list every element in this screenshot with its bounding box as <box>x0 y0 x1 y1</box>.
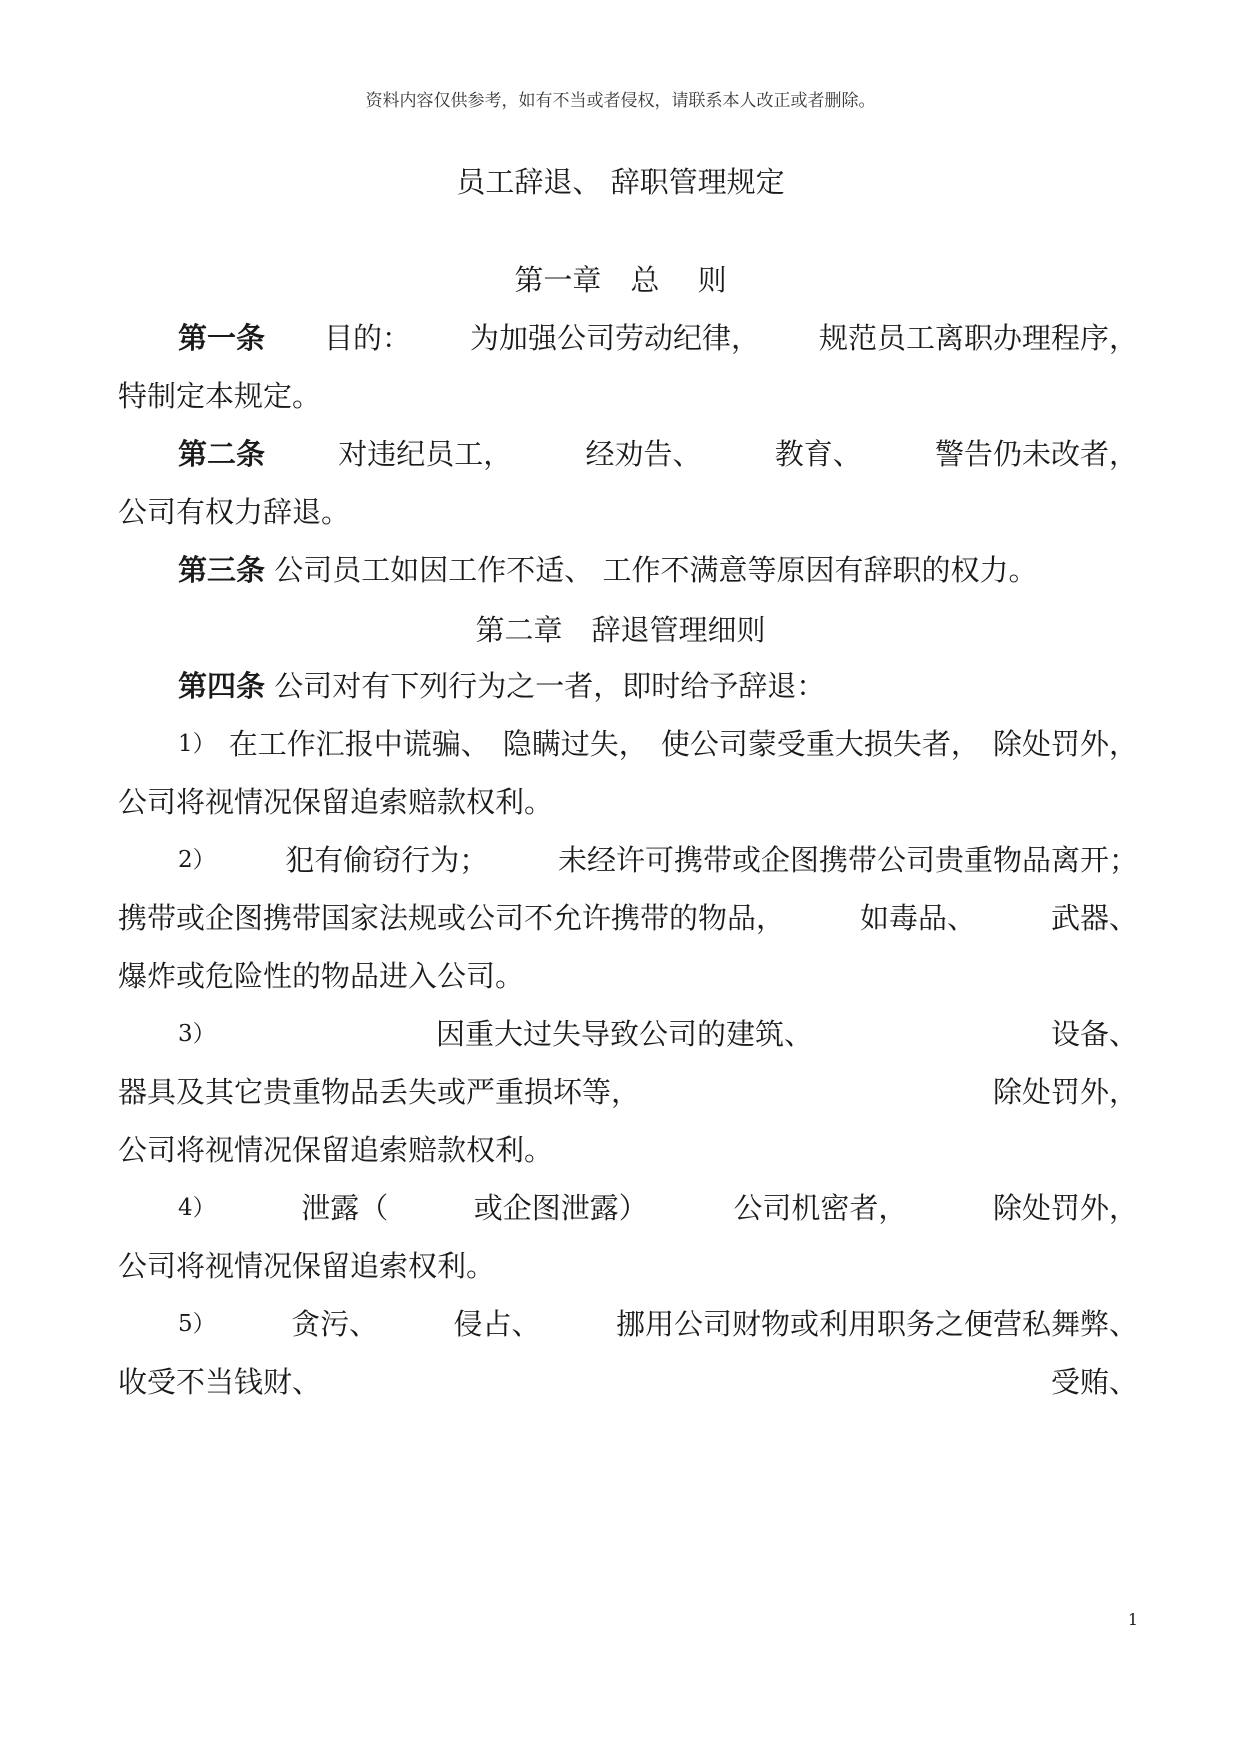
item-5-cont-part: 收受不当钱财、 <box>118 1365 322 1399</box>
item-5-number: 5） <box>178 1311 216 1337</box>
item-5-line-2 <box>118 1362 1138 1402</box>
item-1-line-1 <box>178 724 1138 764</box>
article-1-line-2: 特制定本规定。 <box>118 379 322 413</box>
article-1-line-1 <box>178 318 1138 358</box>
item-4-part: 泄露（ <box>301 1191 389 1225</box>
item-1-part: 除处罚外， <box>992 727 1138 761</box>
article-4-label: 第四条 <box>178 669 266 703</box>
item-1-part: 使公司蒙受重大损失者， <box>660 727 980 761</box>
item-3-part: 因重大过失导致公司的建筑、 <box>436 1017 814 1051</box>
item-3-cont-part: 除处罚外， <box>992 1075 1138 1109</box>
item-3-line-3: 公司将视情况保留追索赔款权利。 <box>118 1133 554 1167</box>
item-5-line-1 <box>178 1304 1138 1344</box>
item-3-cont-part: 器具及其它贵重物品丢失或严重损坏等， <box>118 1075 641 1109</box>
item-2-line-2 <box>118 898 1138 938</box>
item-3-line-2 <box>118 1072 1138 1112</box>
item-3-line-1 <box>178 1014 1138 1054</box>
item-5-part: 贪污、 <box>291 1307 379 1341</box>
article-2-line-1 <box>178 434 1138 474</box>
document-title: 员工辞退、 辞职管理规定 <box>456 165 785 199</box>
item-4-line-2: 公司将视情况保留追索权利。 <box>118 1249 496 1283</box>
item-4-part: 或企图泄露） <box>473 1191 648 1225</box>
chapter-1-heading: 第一章 总 则 <box>514 263 727 297</box>
article-1-label: 第一条 <box>178 321 266 355</box>
item-4-line-1 <box>178 1188 1138 1228</box>
article-1-part: 目的： <box>323 321 411 355</box>
item-2-cont-part: 携带或企图携带国家法规或公司不允许携带的物品， <box>118 901 786 935</box>
article-1-part: 为加强公司劳动纪律， <box>469 321 760 355</box>
item-2-line-1 <box>178 840 1138 880</box>
page-number: 1 <box>1127 1610 1138 1629</box>
item-5-part: 侵占、 <box>453 1307 541 1341</box>
article-4-text: 公司对有下列行为之一者，即时给予辞退： <box>274 669 826 703</box>
item-1-line-2: 公司将视情况保留追索赔款权利。 <box>118 785 554 819</box>
chapter-2-heading: 第二章 辞退管理细则 <box>475 613 766 647</box>
item-4-part: 公司机密者， <box>733 1191 908 1225</box>
article-2-part: 对违纪员工， <box>338 437 513 471</box>
article-3-text: 公司员工如因工作不适、 工作不满意等原因有辞职的权力。 <box>274 553 1038 587</box>
article-3-line-1 <box>178 550 1138 590</box>
item-1-number: 1） <box>178 731 216 757</box>
item-5-cont-part: 受贿、 <box>1050 1365 1138 1399</box>
item-5-part: 挪用公司财物或利用职务之便营私舞弊、 <box>615 1307 1138 1341</box>
article-2-part: 教育、 <box>774 437 862 471</box>
article-2-line-2: 公司有权力辞退。 <box>118 495 351 529</box>
item-2-line-3: 爆炸或危险性的物品进入公司。 <box>118 959 525 993</box>
article-2-part: 警告仍未改者， <box>934 437 1138 471</box>
item-4-number: 4） <box>178 1195 216 1221</box>
article-2-part: 经劝告、 <box>585 437 702 471</box>
item-2-cont-part: 武器、 <box>1050 901 1138 935</box>
item-1-part: 隐瞒过失， <box>502 727 648 761</box>
article-4-line-1 <box>178 666 1138 706</box>
item-3-number: 3） <box>178 1021 216 1047</box>
item-2-number: 2） <box>178 847 216 873</box>
article-2-label: 第二条 <box>178 437 266 471</box>
item-2-cont-part: 如毒品、 <box>859 901 976 935</box>
item-3-part: 设备、 <box>1050 1017 1138 1051</box>
item-2-part: 犯有偷窃行为； <box>285 843 489 877</box>
disclaimer: 资料内容仅供参考，如有不当或者侵权，请联系本人改正或者删除。 <box>365 91 876 111</box>
article-3-label: 第三条 <box>178 553 266 587</box>
item-1-part: 在工作汇报中谎骗、 <box>228 727 490 761</box>
item-4-part: 除处罚外， <box>992 1191 1138 1225</box>
item-2-part: 未经许可携带或企图携带公司贵重物品离开； <box>557 843 1138 877</box>
article-1-part: 规范员工离职办理程序， <box>818 321 1138 355</box>
